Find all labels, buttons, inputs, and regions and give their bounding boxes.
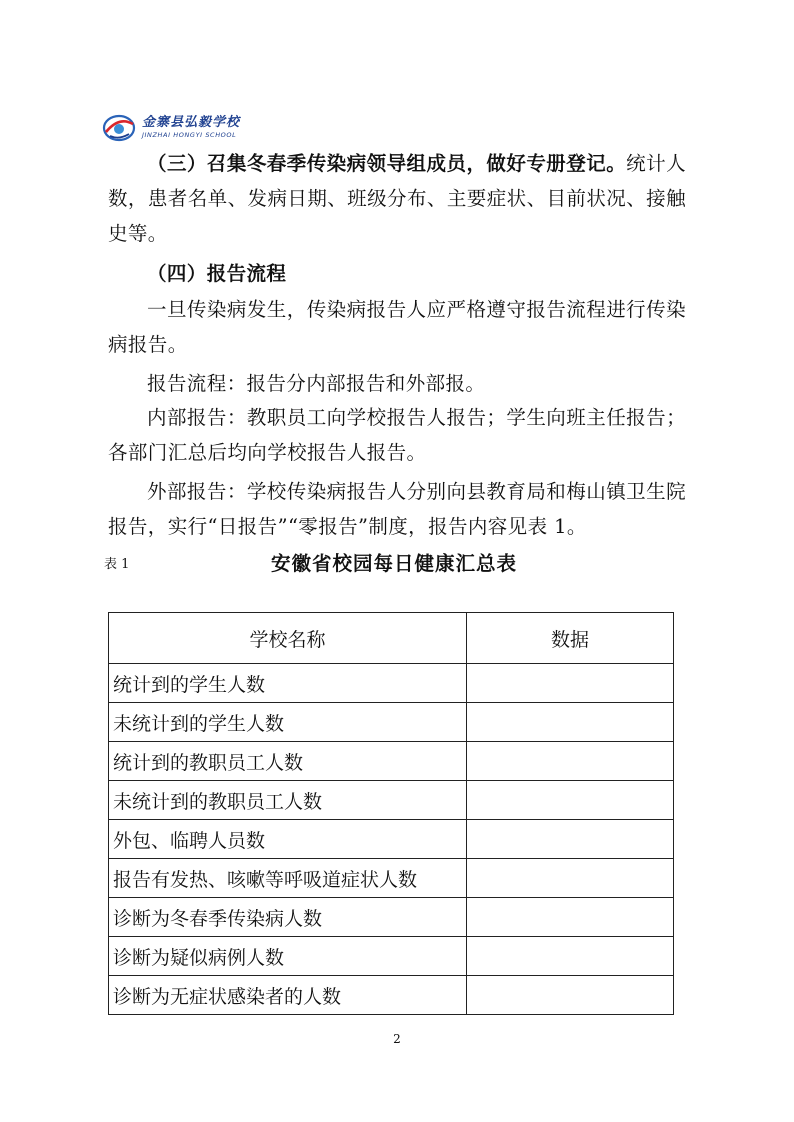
row-data-cell (467, 937, 674, 976)
row-label: 诊断为疑似病例人数 (109, 937, 467, 976)
table-row (109, 937, 674, 976)
logo-english-name: JINZHAI HONGYI SCHOOL (142, 130, 237, 139)
row-data-cell (467, 664, 674, 703)
row-data-cell (467, 742, 674, 781)
table-row (109, 664, 674, 703)
row-label: 报告有发热、咳嗽等呼吸道症状人数 (109, 859, 467, 898)
row-label: 统计到的教职员工人数 (109, 742, 467, 781)
table-row (109, 742, 674, 781)
row-label: 诊断为冬春季传染病人数 (109, 898, 467, 937)
header-school-name: 学校名称 (109, 613, 467, 664)
paragraph-external-report: 外部报告：学校传染病报告人分别向县教育局和梅山镇卫生院报告，实行“日报告”“零报告”制度，报告内容见表 1。 (108, 480, 686, 538)
paragraph-internal-report: 内部报告：教职员工向学校报告人报告；学生向班主任报告；各部门汇总后均向学校报告人报告。 (108, 406, 686, 464)
row-data-cell (467, 976, 674, 1015)
row-data-cell (467, 859, 674, 898)
page-number: 2 (393, 1032, 401, 1046)
table-row (109, 976, 674, 1015)
section-heading-report-process: （四）报告流程 (147, 262, 287, 285)
table-title: 安徽省校园每日健康汇总表 (270, 552, 517, 575)
table-row (109, 859, 674, 898)
table-row (109, 820, 674, 859)
row-data-cell (467, 781, 674, 820)
paragraph-report-process: 报告流程：报告分内部报告和外部报。 (147, 372, 486, 395)
row-label: 未统计到的学生人数 (109, 703, 467, 742)
paragraph-registration-body: 统计人数，患者名单、发病日期、班级分布、主要症状、目前状况、接触史等。 (108, 152, 687, 245)
table-row (109, 703, 674, 742)
table-row (109, 898, 674, 937)
health-summary-table (108, 612, 674, 1015)
row-data-cell (467, 703, 674, 742)
table-row (109, 781, 674, 820)
row-data-cell (467, 898, 674, 937)
row-data-cell (467, 820, 674, 859)
header-data: 数据 (467, 613, 674, 664)
logo-chinese-name: 金寨县弘毅学校 (142, 114, 241, 130)
row-label: 诊断为无症状感染者的人数 (109, 976, 467, 1015)
table-caption (104, 548, 684, 574)
table-label: 表 1 (104, 557, 130, 572)
paragraph-registration-lead: （三）召集冬春季传染病领导组成员，做好专册登记。 (147, 152, 627, 175)
row-label: 未统计到的教职员工人数 (109, 781, 467, 820)
school-emblem-icon (102, 112, 136, 142)
row-label: 外包、临聘人员数 (109, 820, 467, 859)
row-label: 统计到的学生人数 (109, 664, 467, 703)
table-header-row (109, 613, 674, 664)
paragraph-registration (108, 146, 686, 251)
school-logo (102, 110, 240, 144)
paragraph-report-duty: 一旦传染病发生，传染病报告人应严格遵守报告流程进行传染病报告。 (108, 298, 686, 356)
